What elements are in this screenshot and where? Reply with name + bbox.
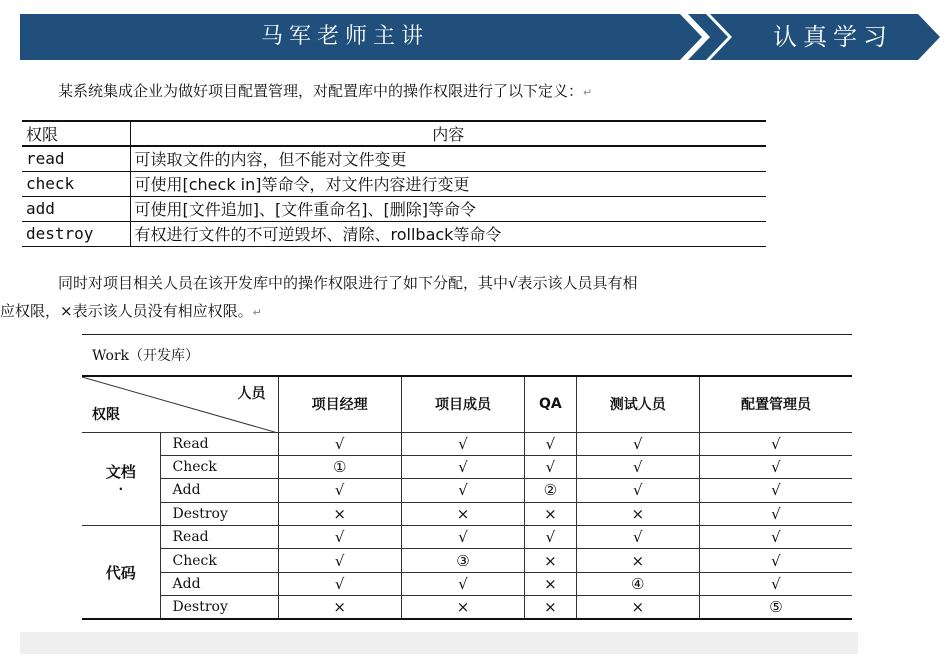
perm-cell: × — [525, 596, 576, 619]
scan-dot: · — [118, 482, 124, 497]
allocation-line-2 — [0, 298, 800, 326]
op-label: Read — [160, 526, 278, 549]
lecturer-title: 马军老师主讲 — [260, 24, 429, 49]
study-title: 认真学习 — [773, 23, 893, 51]
perm-cell: √ — [401, 455, 524, 478]
perm-cell: √ — [699, 479, 852, 502]
perm-cell: ⑤ — [699, 596, 852, 619]
definition-header-row — [22, 121, 766, 146]
op-label: Add — [160, 479, 278, 502]
corner-permission-label: 权限 — [92, 406, 120, 423]
perm-cell: × — [576, 549, 699, 572]
perm-cell: × — [525, 502, 576, 525]
role-qa: QA — [525, 376, 576, 432]
perm-cell: √ — [278, 549, 401, 572]
perm-cell: √ — [278, 526, 401, 549]
perm-destroy: destroy — [22, 221, 130, 246]
group-document — [82, 432, 160, 526]
perm-cell: √ — [576, 432, 699, 455]
right-margin — [858, 76, 950, 652]
perm-check: check — [22, 171, 130, 196]
perm-cell: √ — [401, 526, 524, 549]
op-label: Add — [160, 572, 278, 595]
allocation-line-1: 同时对项目相关人员在该开发库中的操作权限进行了如下分配，其中√表示该人员具有相 — [58, 274, 638, 292]
perm-cell: ④ — [576, 572, 699, 595]
allocation-line-2-text: 应权限，×表示该人员没有相应权限。 — [0, 302, 253, 320]
role-config-manager: 配置管理员 — [699, 376, 852, 432]
perm-cell: √ — [278, 479, 401, 502]
role-tester: 测试人员 — [576, 376, 699, 432]
perm-cell: ② — [525, 479, 576, 502]
perm-cell: √ — [699, 526, 852, 549]
perm-cell: √ — [576, 526, 699, 549]
perm-cell: × — [525, 549, 576, 572]
permission-definition-table — [22, 120, 766, 247]
table-row — [82, 455, 852, 478]
perm-cell: √ — [401, 572, 524, 595]
bottom-strip — [20, 632, 858, 654]
perm-cell: × — [401, 502, 524, 525]
perm-cell: × — [401, 596, 524, 619]
header-banner — [0, 0, 950, 76]
perm-cell: ③ — [401, 549, 524, 572]
group-code: 代码 — [82, 526, 160, 620]
op-label: Check — [160, 455, 278, 478]
definition-row — [22, 171, 766, 196]
perm-read: read — [22, 146, 130, 171]
perm-destroy-content: 有权进行文件的不可逆毁坏、清除、rollback等命令 — [134, 225, 502, 244]
definition-row — [22, 146, 766, 171]
perm-add: add — [22, 196, 130, 221]
op-label: Check — [160, 549, 278, 572]
corner-role-label: 人员 — [237, 386, 266, 402]
table-row — [82, 432, 852, 455]
table-row — [82, 479, 852, 502]
perm-cell: √ — [576, 479, 699, 502]
intro-paragraph — [58, 78, 838, 106]
perm-read-content: 可读取文件的内容，但不能对文件变更 — [134, 150, 407, 170]
perm-cell: √ — [278, 432, 401, 455]
perm-cell: × — [278, 596, 401, 619]
header-content: 内容 — [432, 125, 465, 144]
perm-cell: × — [576, 502, 699, 525]
perm-cell: √ — [699, 432, 852, 455]
table-row — [82, 572, 852, 595]
intro-text: 某系统集成企业为做好项目配置管理，对配置库中的操作权限进行了以下定义： — [58, 82, 584, 100]
role-project-member: 项目成员 — [401, 376, 524, 432]
perm-cell: √ — [576, 455, 699, 478]
work-table-title: Work（开发库） — [92, 348, 200, 364]
role-project-manager: 项目经理 — [278, 376, 401, 432]
op-label: Destroy — [160, 502, 278, 525]
table-row — [82, 549, 852, 572]
perm-cell: √ — [525, 432, 576, 455]
perm-cell: √ — [401, 432, 524, 455]
work-header-row — [82, 376, 852, 432]
perm-add-content: 可使用[文件追加]、[文件重命名]、[删除]等命令 — [134, 200, 476, 219]
return-mark: ↵ — [583, 86, 593, 99]
work-top-rule — [82, 334, 852, 335]
op-label: Destroy — [160, 596, 278, 619]
perm-cell: √ — [699, 455, 852, 478]
perm-cell: √ — [278, 572, 401, 595]
corner-cell — [82, 376, 278, 432]
perm-check-content: 可使用[check in]等命令，对文件内容进行变更 — [134, 175, 470, 194]
perm-cell: √ — [699, 572, 852, 595]
perm-cell: √ — [699, 502, 852, 525]
perm-cell: × — [525, 572, 576, 595]
perm-cell: × — [278, 502, 401, 525]
perm-cell: ① — [278, 455, 401, 478]
group-document-label: 文档 — [105, 463, 136, 482]
table-row — [82, 596, 852, 619]
return-mark-2: ↵ — [252, 306, 262, 319]
header-permission: 权限 — [22, 121, 130, 146]
table-row — [82, 502, 852, 525]
op-label: Read — [160, 432, 278, 455]
perm-cell: × — [576, 596, 699, 619]
perm-cell: √ — [525, 455, 576, 478]
definition-row — [22, 196, 766, 221]
table-row — [82, 526, 852, 549]
perm-cell: √ — [525, 526, 576, 549]
perm-cell: √ — [401, 479, 524, 502]
definition-row — [22, 221, 766, 246]
perm-cell: √ — [699, 549, 852, 572]
work-permission-table — [82, 375, 852, 620]
